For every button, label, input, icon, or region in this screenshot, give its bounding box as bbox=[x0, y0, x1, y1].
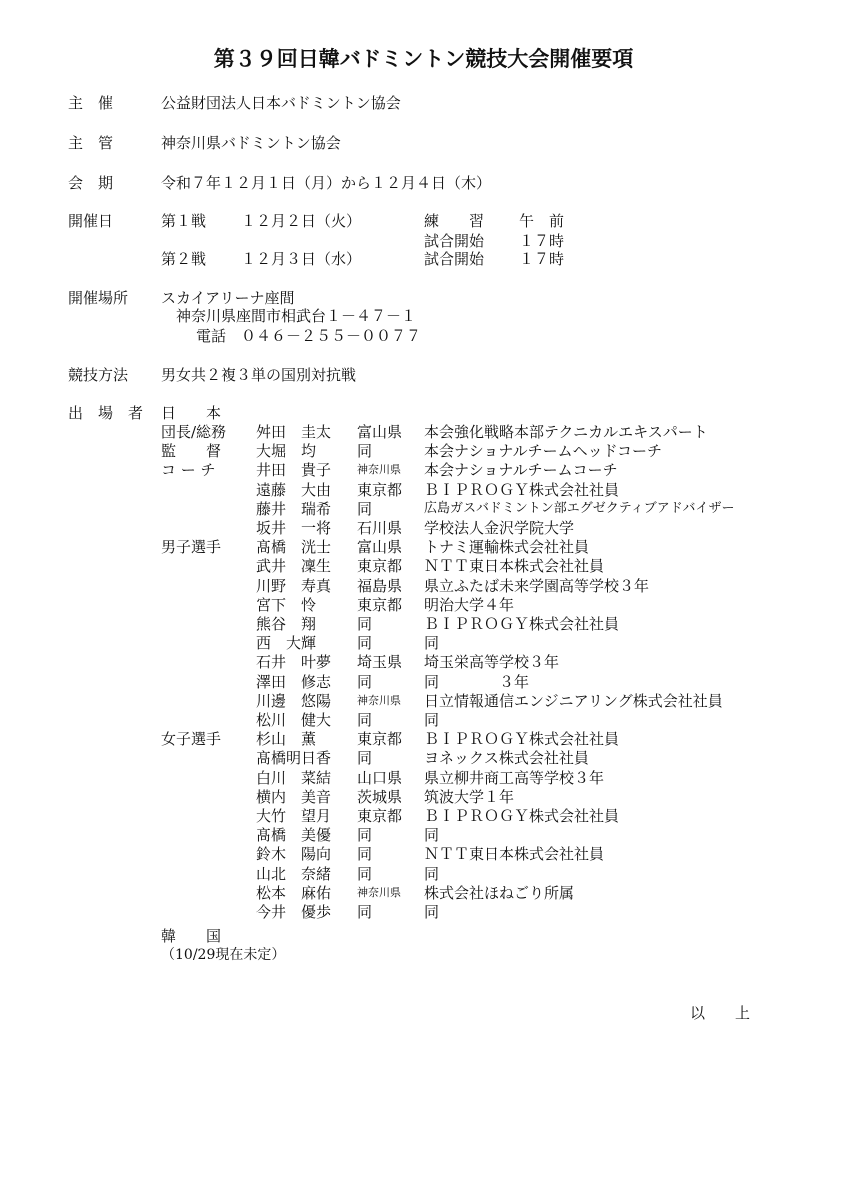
roster-prefecture: 同 bbox=[357, 845, 373, 864]
korea-note: （10/29現在未定） bbox=[161, 947, 286, 963]
roster-affiliation: 同 bbox=[424, 826, 440, 845]
venue-address: 神奈川県座間市相武台１－４７－１ bbox=[176, 307, 417, 325]
roster-name: 鈴木 陽向 bbox=[256, 845, 332, 864]
roster-affiliation: 株式会社ほねごり所属 bbox=[424, 883, 575, 902]
roster-name: 石井 叶夢 bbox=[256, 653, 332, 672]
roster-prefecture: 東京都 bbox=[357, 730, 403, 749]
roster-name: 横内 美音 bbox=[256, 787, 332, 806]
manager-value: 神奈川県バドミントン協会 bbox=[161, 134, 341, 152]
organizer-label: 主 催 bbox=[68, 94, 114, 112]
manager-label: 主 管 bbox=[68, 134, 114, 152]
roster-name: 山北 奈緒 bbox=[256, 864, 332, 883]
roster-affiliation: 埼玉栄高等学校３年 bbox=[424, 653, 560, 672]
team-japan-heading: 日 本 bbox=[161, 404, 222, 422]
round2-label: 第２戦 bbox=[161, 250, 207, 268]
roster-affiliation: 県立柳井商工高等学校３年 bbox=[424, 768, 605, 787]
roster-affiliation: ＢＩＰＲＯＧＹ株式会社社員 bbox=[424, 730, 620, 749]
roster-prefecture: 同 bbox=[357, 903, 373, 921]
roster-prefecture: 神奈川県 bbox=[357, 463, 401, 477]
roster-prefecture: 山口県 bbox=[357, 768, 403, 787]
roster-name: 髙橋 洸士 bbox=[256, 538, 332, 557]
roster-prefecture: 神奈川県 bbox=[357, 885, 401, 899]
roster-affiliation: 同 bbox=[424, 634, 440, 653]
roster-name: 川邊 悠陽 bbox=[256, 691, 332, 710]
roster-name: 熊谷 翔 bbox=[256, 615, 317, 633]
roster-name: 大竹 望月 bbox=[256, 807, 332, 825]
roster-affiliation: 日立情報通信エンジニアリング株式会社社員 bbox=[424, 691, 723, 710]
roster-name: 坂井 一将 bbox=[256, 519, 332, 537]
roster-name: 舛田 圭太 bbox=[256, 423, 332, 441]
roster-prefecture: 同 bbox=[357, 634, 373, 653]
roster-affiliation: 広島ガスバドミントン部エグゼクティブアドバイザー bbox=[424, 500, 735, 516]
method-label: 競技方法 bbox=[68, 366, 129, 384]
roster-name: 杉山 薫 bbox=[256, 730, 317, 749]
period-label: 会 期 bbox=[68, 174, 114, 192]
roster-name: 松川 健大 bbox=[256, 711, 332, 729]
round1-practice-label: 練 習 bbox=[424, 212, 485, 230]
roster-affiliation: 学校法人金沢学院大学 bbox=[424, 519, 575, 537]
venue-name: スカイアリーナ座間 bbox=[161, 289, 295, 307]
roster-name: 西 大輝 bbox=[256, 634, 317, 653]
organizer-value: 公益財団法人日本バドミントン協会 bbox=[161, 94, 401, 112]
roster-prefecture: 福島県 bbox=[357, 576, 403, 595]
roster-name: 井田 貴子 bbox=[256, 461, 332, 480]
roster-prefecture: 同 bbox=[357, 826, 373, 845]
roster-prefecture: 同 bbox=[357, 499, 373, 518]
roster-prefecture: 石川県 bbox=[357, 519, 403, 537]
roster-role: 監 督 bbox=[161, 442, 222, 461]
roster-affiliation: 筑波大学１年 bbox=[424, 787, 515, 806]
roster-affiliation: ＮＴＴ東日本株式会社社員 bbox=[424, 557, 605, 576]
roster-affiliation: 本会ナショナルチームコーチ bbox=[424, 461, 618, 480]
roster-affiliation: トナミ運輸株式会社社員 bbox=[424, 538, 590, 557]
period-value: 令和７年１２月１日（月）から１２月４日（木） bbox=[161, 174, 492, 192]
document-title: 第３９回日韓バドミントン競技大会開催要項 bbox=[213, 46, 634, 71]
roster-prefecture: 神奈川県 bbox=[357, 693, 401, 707]
roster-prefecture: 同 bbox=[357, 672, 373, 691]
roster-name: 遠藤 大由 bbox=[256, 480, 332, 499]
schedule-label: 開催日 bbox=[68, 212, 114, 230]
round1-start-label: 試合開始 bbox=[424, 232, 485, 250]
roster-name: 大堀 均 bbox=[256, 442, 317, 461]
method-value: 男女共２複３単の国別対抗戦 bbox=[161, 366, 357, 384]
roster-affiliation: 県立ふたば未来学園高等学校３年 bbox=[424, 576, 650, 595]
round1-practice-time: 午 前 bbox=[519, 212, 565, 230]
roster-name: 今井 優歩 bbox=[256, 903, 332, 921]
roster-affiliation: ＢＩＰＲＯＧＹ株式会社社員 bbox=[424, 480, 620, 499]
roster-role: 団長/総務 bbox=[161, 423, 227, 441]
roster-affiliation: 同 bbox=[424, 711, 440, 729]
roster-prefecture: 埼玉県 bbox=[357, 653, 403, 672]
round2-date: １２月３日（水） bbox=[241, 250, 362, 268]
roster-affiliation: 本会強化戦略本部テクニカルエキスパート bbox=[424, 423, 708, 441]
team-korea-heading: 韓 国 bbox=[161, 927, 222, 945]
roster-name: 藤井 瑞希 bbox=[256, 499, 332, 518]
participants-label: 出 場 者 bbox=[68, 404, 144, 422]
roster-prefecture: 同 bbox=[357, 442, 373, 461]
roster-prefecture: 同 bbox=[357, 615, 373, 633]
roster-affiliation: ＮＴＴ東日本株式会社社員 bbox=[424, 845, 605, 864]
roster-name: 武井 凜生 bbox=[256, 557, 332, 576]
roster-prefecture: 茨城県 bbox=[357, 787, 403, 806]
roster-role: コ ー チ bbox=[161, 461, 216, 480]
round1-label: 第１戦 bbox=[161, 212, 207, 230]
roster-prefecture: 富山県 bbox=[357, 538, 403, 557]
roster-name: 髙橋 美優 bbox=[256, 826, 332, 845]
roster-name: 髙橋明日香 bbox=[256, 749, 332, 768]
roster-affiliation: ＢＩＰＲＯＧＹ株式会社社員 bbox=[424, 807, 620, 825]
roster-prefecture: 東京都 bbox=[357, 557, 403, 576]
roster-prefecture: 同 bbox=[357, 711, 373, 729]
roster-affiliation: ヨネックス株式会社社員 bbox=[424, 749, 589, 768]
roster-name: 白川 菜結 bbox=[256, 768, 332, 787]
roster-role: 男子選手 bbox=[161, 538, 222, 557]
roster-name: 松本 麻佑 bbox=[256, 883, 332, 902]
roster-affiliation: ＢＩＰＲＯＧＹ株式会社社員 bbox=[424, 615, 620, 633]
round1-start-time: １７時 bbox=[519, 232, 565, 250]
closing-text: 以 上 bbox=[690, 1004, 751, 1022]
roster-name: 川野 寿真 bbox=[256, 576, 332, 595]
roster-affiliation: 同 bbox=[424, 864, 440, 883]
roster-prefecture: 東京都 bbox=[357, 480, 403, 499]
roster-name: 宮下 怜 bbox=[256, 595, 317, 614]
roster-affiliation: 同 bbox=[424, 903, 440, 921]
roster-prefecture: 同 bbox=[357, 749, 373, 768]
roster-prefecture: 東京都 bbox=[357, 807, 403, 825]
roster-affiliation: 本会ナショナルチームヘッドコーチ bbox=[424, 442, 663, 461]
roster-prefecture: 同 bbox=[357, 864, 373, 883]
venue-label: 開催場所 bbox=[68, 289, 129, 307]
round1-date: １２月２日（火） bbox=[241, 212, 362, 230]
roster-affiliation: 同 ３年 bbox=[424, 672, 530, 691]
venue-phone: 電話 ０４６－２５５－００７７ bbox=[196, 327, 422, 345]
roster-prefecture: 富山県 bbox=[357, 423, 403, 441]
roster-role: 女子選手 bbox=[161, 730, 222, 749]
roster-prefecture: 東京都 bbox=[357, 595, 403, 614]
roster-affiliation: 明治大学４年 bbox=[424, 595, 515, 614]
round2-start-time: １７時 bbox=[519, 250, 565, 268]
round2-start-label: 試合開始 bbox=[424, 250, 485, 268]
roster-name: 澤田 修志 bbox=[256, 672, 332, 691]
